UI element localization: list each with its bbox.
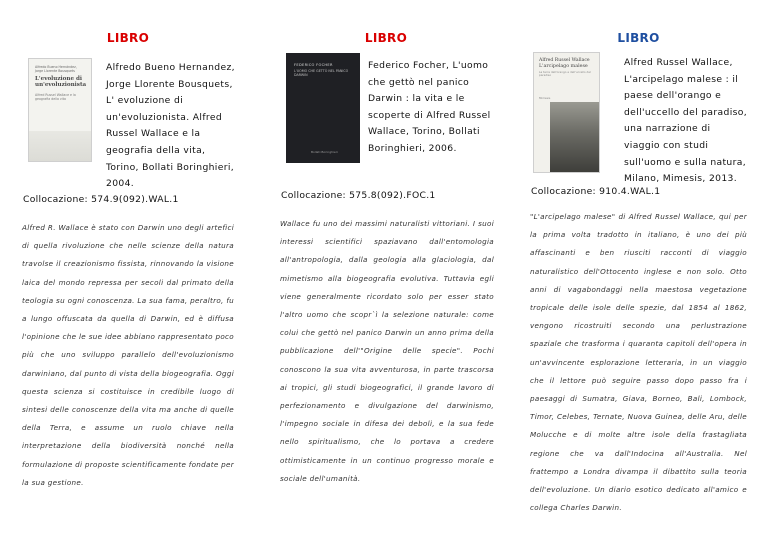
book-description: Wallace fu uno dei massimi naturalisti vittoriani. I suoi interessi scientifici spaziavano dall'entomologia all'antropologia, dalla geologia alla glaciologia, dal mimetismo alla biogeografia evolutiva. Tuttavia egli viene generalmente ricordato solo per esser stato l'altro uomo che scopr`ì la selezione naturale: come colui che gettò nel panico Darwin un anno prima della pubblicazione dell'"Origine delle specie". Pochi conoscono la sua vita avventurosa, in parte trascorsa ai tropici, gli studi biogeografici, il grande lavoro di perfezionamento e divulgazione del darwinismo, l'impegno sociale in difesa dei deboli, e la sua fede nello spiritualismo, che lo portava a credere ottimisticamente in un continuo progresso morale e sociale dell'umanità. <box>280 219 494 483</box>
book-entry-1 <box>22 0 234 543</box>
cover-publisher: Mimesis <box>539 96 551 100</box>
cover-author: Alfredo Bueno Hernández, Jorge Llorente Bousquets <box>35 65 77 73</box>
shelf-mark: Collocazione: 574.9(092).WAL.1 <box>23 194 179 205</box>
book-type-label: LIBRO <box>364 31 408 45</box>
book-cover-image <box>533 52 600 173</box>
cover-band <box>29 131 91 161</box>
book-citation: Alfredo Bueno Hernandez, Jorge Llorente Bousquets, L' evoluzione di un'evoluzionista. Alfred Russel Wallace e la geografia della vita, Torino, Bollati Boringhieri, 2004. <box>106 62 235 190</box>
cover-author: FEDERICO FOCHER <box>294 63 333 67</box>
book-type-label: LIBRO <box>617 31 660 45</box>
book-cover-image <box>286 53 360 163</box>
book-entry-2 <box>280 0 492 543</box>
shelf-mark: Collocazione: 575.8(092).FOC.1 <box>281 190 436 201</box>
cover-subtitle: La terra dell'orango e dell'uccello del paradiso <box>539 70 591 78</box>
cover-title: L'evoluzione di un'evoluzionista <box>35 76 87 89</box>
book-citation: Federico Focher, L'uomo che gettò nel panico Darwin : la vita e le scoperte di Alfred Russel Wallace, Torino, Bollati Boringhieri, 2006. <box>368 60 491 154</box>
book-cover-image <box>28 58 92 162</box>
shelf-mark: Collocazione: 910.4.WAL.1 <box>531 186 661 197</box>
book-entry-3 <box>530 0 747 543</box>
cover-portrait-photo <box>550 102 599 172</box>
cover-author: Alfred Russel Wallace <box>539 58 590 63</box>
cover-title: L'arcipelago malese <box>539 64 588 69</box>
book-type-label: LIBRO <box>106 31 150 45</box>
book-description: "L'arcipelago malese" di Alfred Russel Wallace, qui per la prima volta tradotto in italiano, è uno dei più affascinanti e ben riusciti racconti di viaggio naturalistico dell'Ottocento inglese e non solo. Otto anni di vagabondaggi nella maestosa vegetazione tropicale delle isole delle spezie, dal 1854 al 1862, vengono ricostruiti secondo una perlustrazione spaziale che trasforma i quaranta capitoli dell'opera in un'avvincente esplorazione letteraria, in un viaggio che il lettore può seguire passo dopo passo fra i paesaggi di Sumatra, Giava, Borneo, Bali, Lombock, Timor, Celebes, Ternate, Nuova Guinea, delle Aru, delle Molucche e di molte altre isole della frastagliata regione che va dall'Indocina all'Australia. Nel frattempo a Londra divampa il dibattito sulla teoria dell'evoluzione. Un diario esotico dedicato all'amico e collega Charles Darwin. <box>530 212 747 513</box>
book-description: Alfred R. Wallace è stato con Darwin uno degli artefici di quella rivoluzione che nelle scienze della natura travolse il creazionismo fissista, rinnovando la visione laica del mondo repressa per secoli dal primato della teologia su ogni conoscenza. La sua fama, peraltro, fu a lungo offuscata da quella di Darwin, ed è diffusa l'opinione che le sue idee abbiano rappresentato poco più che uno sviluppo parallelo dell'evoluzionismo darwiniano, dal punto di vista della biogeografia. Oggi questa scienza si costituisce in credibile luogo di sintesi delle conoscenze della vita ma anche di quelle della Terra, e assume un ruolo chiave nella interpretazione della biodiversità nonché nella formulazione di proposte scientificamente fondate per la sua gestione. <box>22 223 234 487</box>
cover-title: L'UOMO CHE GETTÒ NEL PANICO DARWIN <box>294 69 349 77</box>
book-citation: Alfred Russel Wallace, L'arcipelago malese : il paese dell'orango e dell'uccello del paradiso, una narrazione di viaggio con studi sull'uomo e sulla natura, Milano, Mimesis, 2013. <box>624 57 747 185</box>
cover-subtitle: Alfred Russel Wallace e la geografia della vita <box>35 93 76 101</box>
cover-publisher: Bollati Boringhieri <box>311 150 338 154</box>
